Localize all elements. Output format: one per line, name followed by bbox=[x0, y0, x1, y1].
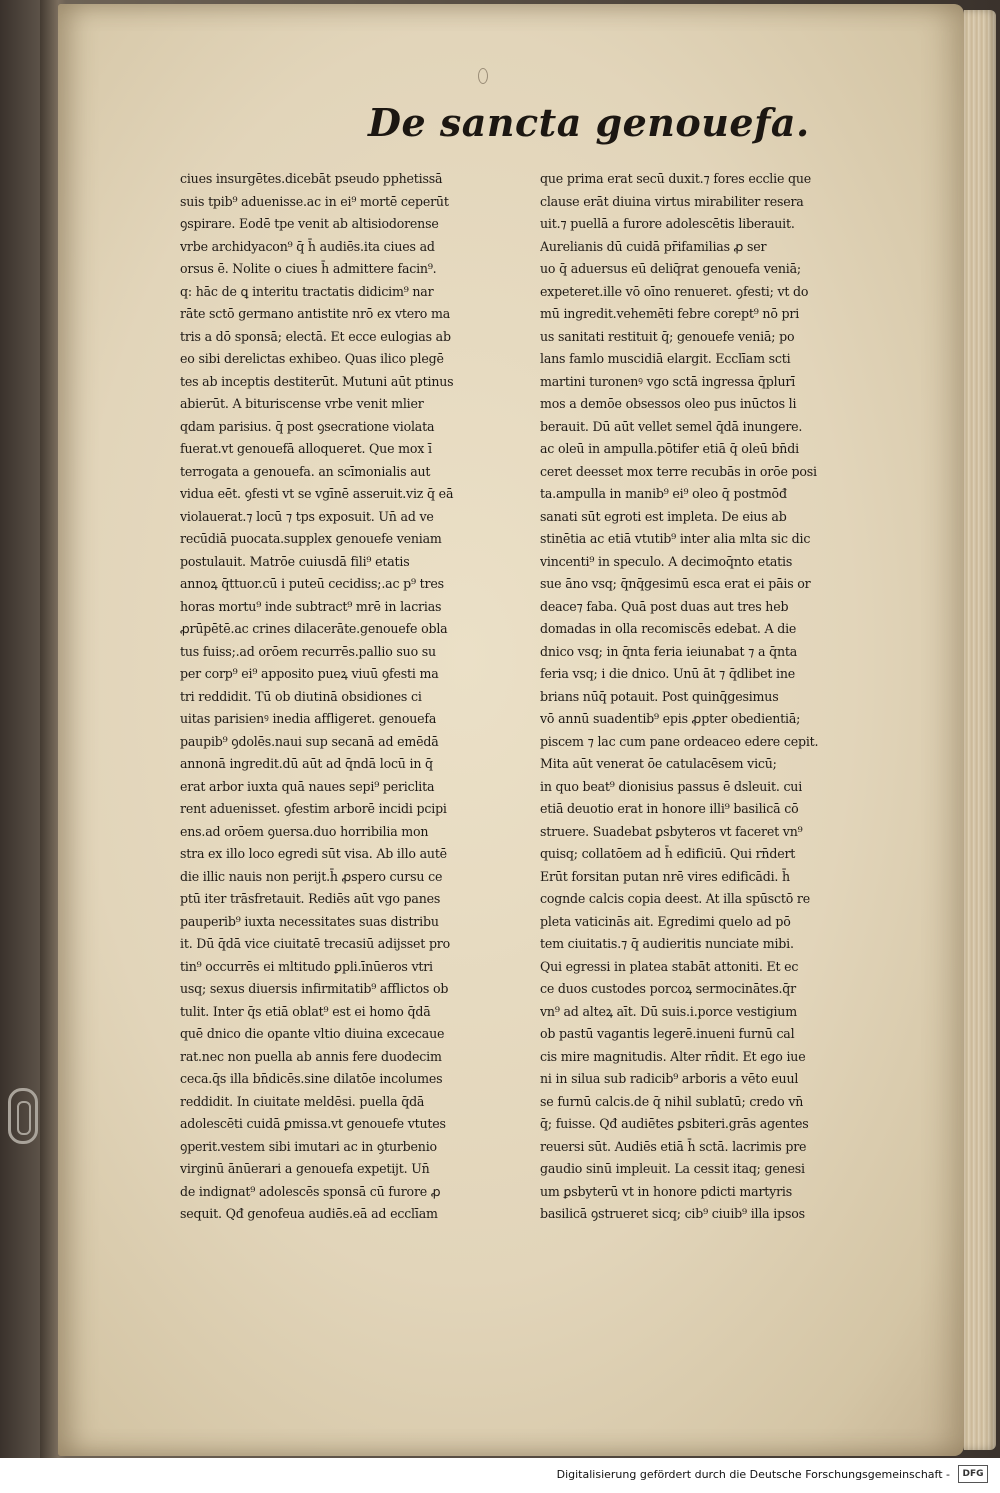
text-line: cognde calcis copia deest. At illa spūsctō re bbox=[540, 891, 810, 906]
text-line: se furnū calcis.de q̄ nihil sublatū; credo vn̄ bbox=[540, 1093, 804, 1109]
text-line: struere. Suadebat ꝑsbyteros vt faceret vn⁹ bbox=[540, 823, 803, 839]
text-line: berauit. Dū aūt vellet semel q̄dā inungere. bbox=[540, 418, 803, 434]
text-line: Qui egressi in platea stabāt attoniti. Et ec bbox=[540, 958, 799, 974]
text-line: tris a dō sponsā; electā. Et ecce eulogias ab bbox=[180, 328, 451, 344]
text-line: mū ingredit.vehemēti febre corept⁹ nō pri bbox=[540, 306, 800, 321]
text-line: virginū ānūerari a genouefa expetijt. Un̄ bbox=[180, 1161, 430, 1176]
text-line: ptū iter trāsfretauit. Rediēs aūt vgo panes bbox=[180, 891, 441, 906]
text-line: per corp⁹ ei⁹ apposito pueꝝ viuū ꝯfesti ma bbox=[180, 666, 439, 681]
text-line: postulauit. Matrōe cuiusdā fili⁹ etatis bbox=[180, 553, 410, 569]
text-line: uo q̄ aduersus eū deliq̄rat genouefa veniā; bbox=[540, 261, 801, 276]
text-line: dnico vsq; in q̄nta feria ieiunabat ⁊ a q̄nta bbox=[540, 643, 798, 659]
text-line: ni in silua sub radicib⁹ arboris a vēto euul bbox=[540, 1071, 799, 1086]
text-line: ciues insurgētes.dicebāt pseudo pphetissā bbox=[180, 171, 443, 186]
text-line: sue āno vsq; q̄nq̄gesimū esca erat ei pāis or bbox=[540, 576, 811, 591]
text-line: vn⁹ ad alteꝝ aīt. Dū suis.i.porce vestigium bbox=[540, 1003, 797, 1019]
page-stack-edge bbox=[964, 10, 996, 1450]
text-line: Mita aūt venerat ōe catulacēsem vicū; bbox=[540, 756, 777, 771]
text-column-right bbox=[540, 168, 880, 1226]
text-line: eo sibi derelictas exhibeo. Quas ilico plegē bbox=[180, 351, 444, 366]
text-line: Aurelianis dū cuidā pr̄ifamilias ꝓ ser bbox=[540, 238, 767, 254]
text-line: uit.⁊ puellā a furore adolescētis liberauit. bbox=[540, 216, 795, 231]
text-line: Erūt forsitan putan nrē vires edificādi. h̄ bbox=[540, 868, 790, 884]
text-line: tulit. Inter q̄s etiā oblat⁹ est ei homo q̄dā bbox=[180, 1003, 431, 1019]
text-line: rāte sctō germano antistite nrō ex vtero ma bbox=[180, 306, 451, 321]
text-line: qdam parisius. q̄ post ꝯsecratione violata bbox=[180, 418, 435, 434]
text-line: ob pastū vagantis legerē.inueni furnū cal bbox=[540, 1026, 795, 1041]
text-line: vrbe archidyacon⁹ q̄ h̄ audiēs.ita ciues ad bbox=[180, 238, 435, 254]
text-line: vincenti⁹ in speculo. A decimoq̄nto etatis bbox=[540, 553, 793, 569]
text-line: annoꝝ q̄ttuor.cū i puteū cecidiss;.ac p⁹ tres bbox=[180, 576, 444, 591]
text-line: feria vsq; i die dnico. Unū āt ⁊ q̄dlibet ine bbox=[540, 666, 795, 681]
dfg-logo: DFG bbox=[958, 1465, 988, 1483]
text-line: brians nūq̄ potauit. Post quinq̄gesimus bbox=[540, 688, 779, 704]
text-line: uitas parisienꝰ inedia affligeret. genouefa bbox=[180, 711, 437, 726]
text-line: pleta vaticinās ait. Egredimi quelo ad pō bbox=[540, 913, 791, 929]
text-line: ac oleū in ampulla.pōtifer etiā q̄ oleū bn̄di bbox=[540, 441, 799, 456]
text-line: mos a demōe obsessos oleo pus inūctos li bbox=[540, 396, 797, 411]
text-line: annonā ingredit.dū aūt ad q̄ndā locū in q̄ bbox=[180, 756, 433, 771]
text-line: deace⁊ faba. Quā post duas aut tres heb bbox=[540, 598, 789, 614]
text-line: ceret deesset mox terre recubās in orōe posi bbox=[540, 463, 817, 479]
text-line: ens.ad orōem ꝯuersa.duo horribilia mon bbox=[180, 823, 429, 839]
text-line: recūdiā puocata.supplex genouefe veniam bbox=[180, 531, 442, 546]
ink-ring-mark bbox=[478, 68, 488, 84]
text-column-left bbox=[180, 168, 516, 1226]
text-line: ta.ampulla in manib⁹ ei⁹ oleo q̄ postmōđ bbox=[540, 486, 787, 501]
text-line: vidua eēt. ꝯfesti vt se vgīnē asseruit.viz q̄ eā bbox=[180, 486, 454, 501]
text-line: orsus ē. Nolite o ciues h̄ admittere facin⁹. bbox=[180, 261, 437, 276]
text-line: paupib⁹ ꝯdolēs.naui sup secanā ad emēdā bbox=[180, 733, 439, 749]
text-line: horas mortu⁹ inde subtract⁹ mrē in lacrias bbox=[180, 598, 442, 614]
text-line: adolescēti cuidā ꝑmissa.vt genouefe vtutes bbox=[180, 1116, 446, 1131]
text-line: stinētia ac etiā vtutib⁹ inter alia mlta sic dic bbox=[540, 531, 811, 546]
text-line: tin⁹ occurrēs ei mltitudo ꝑpli.īnūeros vtri bbox=[180, 958, 433, 974]
text-line: ꝓrūpētē.ac crines dilacerāte.genouefe obla bbox=[180, 621, 448, 636]
text-line: etiā deuotio erat in honore illi⁹ basilicā cō bbox=[540, 801, 799, 816]
text-line: sanati sūt egroti est impleta. De eius ab bbox=[540, 508, 787, 524]
text-line: clause erāt diuina virtus mirabiliter resera bbox=[540, 193, 804, 209]
paperclip-icon bbox=[8, 1088, 38, 1144]
text-line: ꝯspirare. Eodē tpe venit ab altisiodorense bbox=[180, 216, 439, 231]
text-line: tes ab inceptis destiterūt. Mutuni aūt ptinus bbox=[180, 373, 454, 389]
text-line: gaudio sinū impleuit. La cessit itaq; genesi bbox=[540, 1161, 805, 1176]
text-line: rent aduenisset. ꝯfestim arborē incidi pcipi bbox=[180, 801, 447, 816]
text-line: reddidit. In ciuitate meldēsi. puella q̄dā bbox=[180, 1093, 425, 1109]
text-line: terrogata a genouefa. an scīmonialis aut bbox=[180, 463, 431, 479]
digitization-footer bbox=[0, 1458, 1000, 1493]
funding-credit: Digitalisierung gefördert durch die Deutsche Forschungsgemeinschaft - bbox=[556, 1468, 950, 1481]
text-line: quisq; collatōem ad h̄ edificiū. Qui rn̄dert bbox=[540, 846, 796, 861]
text-line: usq; sexus diuersis infirmitatib⁹ afflictos ob bbox=[180, 981, 449, 996]
text-line: q: hāc de ꝗ interitu tractatis didicim⁹ nar bbox=[180, 283, 434, 299]
text-line: lans famlo muscidiā elargit. Ecclīam scti bbox=[540, 351, 791, 366]
text-line: suis tpib⁹ aduenisse.ac in ei⁹ mortē ceperūt bbox=[180, 193, 449, 209]
text-line: reuersi sūt. Audiēs etiā h̄ sctā. lacrimis pre bbox=[540, 1138, 807, 1154]
text-line: tus fuiss;.ad orōem recurrēs.pallio suo su bbox=[180, 643, 436, 659]
text-line: q̄; fuisse. Qđ audiētes ꝑsbiteri.grās agentes bbox=[540, 1116, 809, 1131]
text-line: die illic nauis non perijt.h̄ ꝓspero cursu ce bbox=[180, 868, 443, 884]
text-line: it. Dū q̄dā vice ciuitatē trecasiū adijsset pro bbox=[180, 936, 451, 951]
text-line: ꝯperit.vestem sibi imutari ac in ꝯturbenio bbox=[180, 1138, 437, 1154]
text-line: abierūt. A bituriscense vrbe venit mlier bbox=[180, 396, 424, 411]
text-line: sequit. Qđ genofeua audiēs.eā ad ecclīam bbox=[180, 1206, 438, 1221]
text-line: vō annū suadentib⁹ epis ꝓpter obedientiā; bbox=[540, 711, 801, 726]
text-line: tem ciuitatis.⁊ q̄ audieritis nunciate mibi. bbox=[540, 936, 794, 951]
text-line: violauerat.⁊ locū ⁊ tps exposuit. Un̄ ad ve bbox=[180, 508, 434, 524]
text-line: de indignat⁹ adolescēs sponsā cū furore ꝓ bbox=[180, 1183, 441, 1199]
text-line: domadas in olla recomiscēs edebat. A die bbox=[540, 621, 797, 636]
text-line: piscem ⁊ lac cum pane ordeaceo edere cepit. bbox=[540, 733, 819, 749]
text-line: quē dnico die opante vltio diuina excecaue bbox=[180, 1026, 445, 1041]
text-line: us sanitati restituit q̄; genouefe veniā; po bbox=[540, 328, 795, 344]
text-line: ce duos custodes porcoꝝ sermocinātes.q̄r bbox=[540, 981, 796, 996]
text-line: expeteret.ille vō oīno renueret. ꝯfesti; vt do bbox=[540, 283, 809, 299]
running-title: De sancta genouefa. bbox=[368, 100, 810, 145]
text-line: stra ex illo loco egredi sūt visa. Ab illo autē bbox=[180, 846, 447, 861]
text-line: in quo beat⁹ dionisius passus ē dsleuit. cui bbox=[540, 778, 803, 794]
text-line: que prima erat secū duxit.⁊ fores ecclie que bbox=[540, 171, 812, 186]
text-line: tri reddidit. Tū ob diutinā obsidiones ci bbox=[180, 688, 422, 704]
text-line: martini turonenꝰ vgo sctā ingressa q̄plurī bbox=[540, 373, 796, 389]
text-line: rat.nec non puella ab annis fere duodecim bbox=[180, 1048, 442, 1064]
text-line: ceca.q̄s illa bn̄dicēs.sine dilatōe incolumes bbox=[180, 1071, 443, 1086]
text-line: pauperib⁹ iuxta necessitates suas distribu bbox=[180, 913, 439, 929]
text-line: erat arbor iuxta quā naues sepi⁹ periclita bbox=[180, 778, 435, 794]
text-line: basilicā ꝯstrueret sicq; cib⁹ ciuib⁹ illa ipsos bbox=[540, 1206, 805, 1221]
text-line: cis mire magnitudis. Alter rn̄dit. Et ego iue bbox=[540, 1048, 806, 1064]
text-line: um ꝑsbyterū vt in honore pdicti martyris bbox=[540, 1183, 792, 1199]
text-line: fuerat.vt genouefā alloqueret. Que mox ī bbox=[180, 441, 432, 456]
